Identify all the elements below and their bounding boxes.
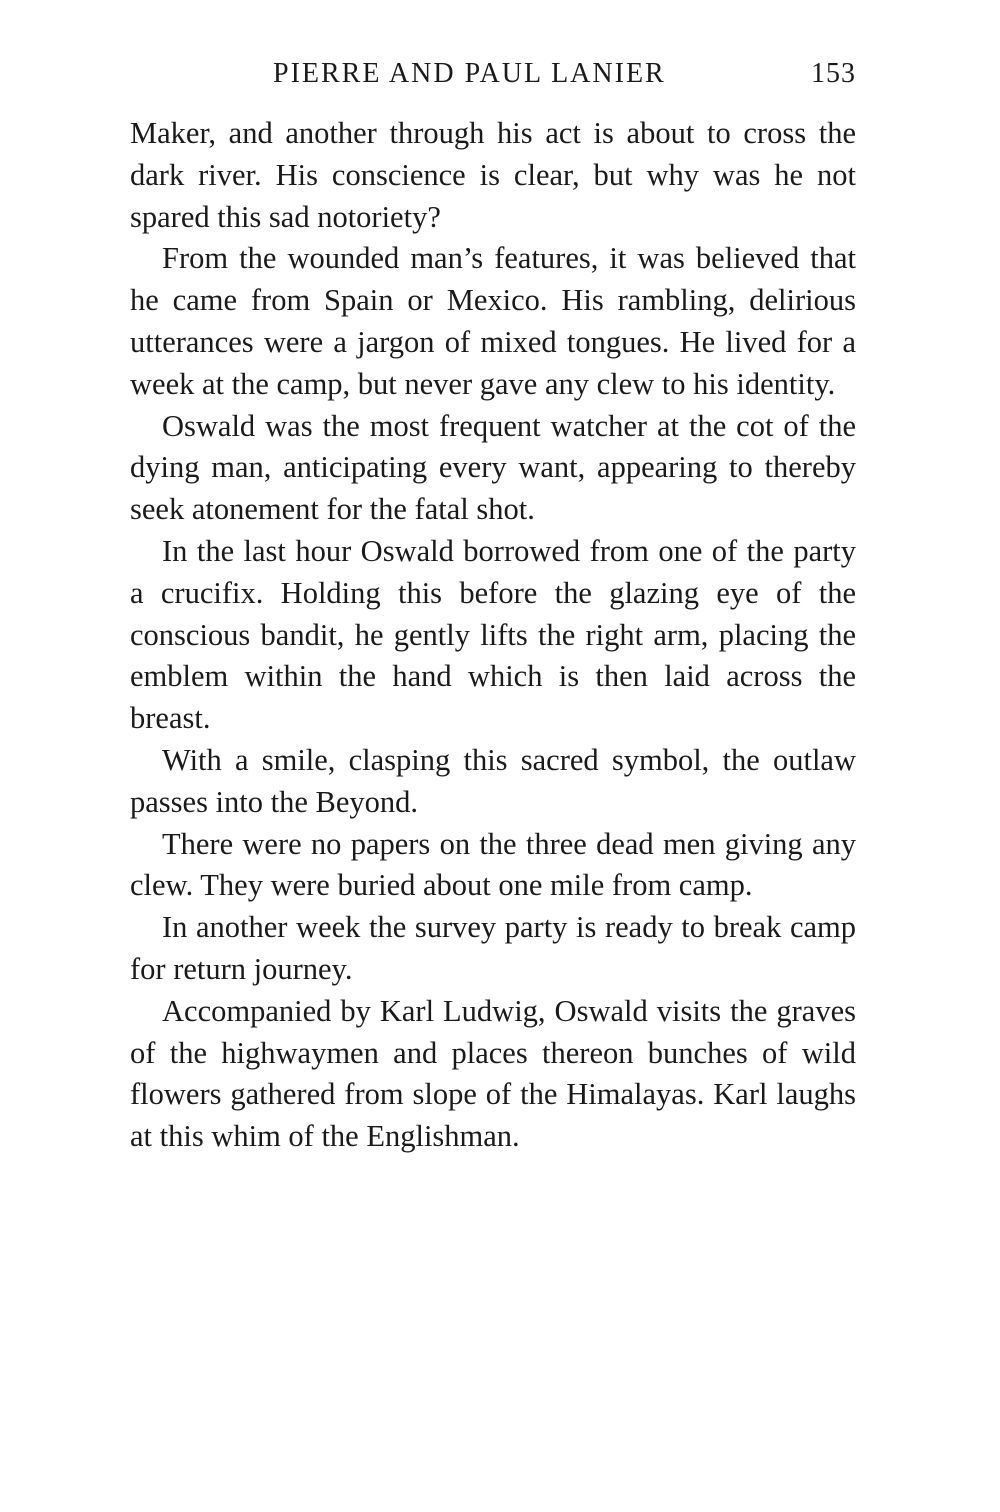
running-head	[130, 52, 856, 96]
paragraph: In another week the survey party is ready to break camp for return journey.	[130, 910, 856, 986]
paragraph: There were no papers on the three dead men giving any clew. They were buried about one mile from camp.	[130, 826, 856, 903]
paragraph: Accompanied by Karl Ludwig, Oswald visits the graves of the highwaymen and places thereon bunches of wild flowers gathered from slope of the Himalayas. Karl laughs at this whim of the Englishman.	[130, 993, 856, 1154]
page-number: 153	[811, 58, 856, 89]
paragraph: Oswald was the most frequent watcher at the cot of the dying man, anticipating every want, appearing to thereby seek atonement for the fatal shot.	[130, 408, 856, 527]
running-title: PIERRE AND PAUL LANIER	[273, 58, 666, 89]
body-text	[130, 113, 856, 1158]
paragraph: In the last hour Oswald borrowed from one of the party a crucifix. Holding this before the glazing eye of the conscious bandit, he gently lifts the right arm, placing the emblem within the hand which is then laid across the breast.	[130, 533, 856, 736]
paragraph: With a smile, clasping this sacred symbol, the outlaw passes into the Beyond.	[130, 742, 856, 819]
paragraph: From the wounded man’s features, it was believed that he came from Spain or Mexico. His rambling, delirious utterances were a jargon of mixed tongues. He lived for a week at the camp, but never gave any clew to his identity.	[130, 241, 856, 401]
paragraph-continued: Maker, and another through his act is about to cross the dark river. His conscience is clear, but why was he not spared this sad notoriety?	[130, 116, 856, 234]
